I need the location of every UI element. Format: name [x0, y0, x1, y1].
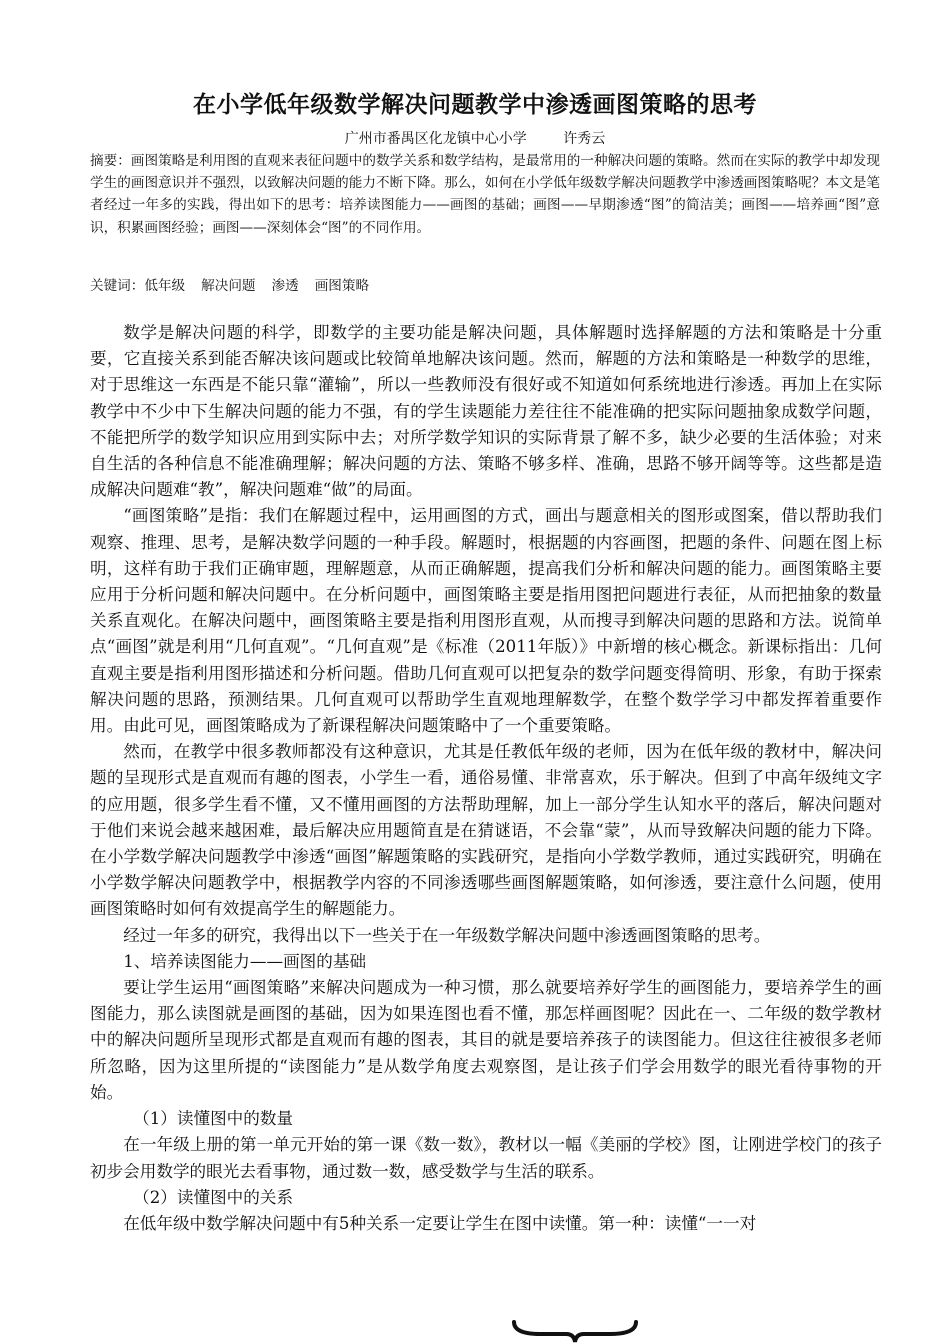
decorative-brace-icon	[510, 1318, 640, 1344]
subsection-heading: （2）读懂图中的关系	[133, 1187, 294, 1207]
subsection-heading: （1）读懂图中的数量	[133, 1109, 294, 1129]
paragraph: 经过一年多的研究，我得出以下一些关于在一年级数学解决问题中渗透画图策略的思考。	[123, 925, 771, 945]
paragraph: 数学是解决问题的科学，即数学的主要功能是解决问题，具体解题时选择解题的方法和策略是十分重要，它直接关系到能否解决该问题或比较简单地解决该问题。然而，解题的方法和策略是一种数学的思维，对于思维这一东西是不能只靠“灌输”，所以一些教师没有很好或不知道如何系统地进行渗透。再加上在实际教学中不少中下生解决问题的能力不强，有的学生读题能力差往往不能准确的把实际问题抽象成数学问题，不能把所学的数学知识应用到实际中去；对所学数学知识的实际背景了解不多，缺少必要的生活体验；对来自生活的各种信息不能准确理解；解决问题的方法、策略不够多样、准确，思路不够开阔等等。这些都是造成解决问题难“教”，解决问题难“做”的局面。	[90, 323, 882, 500]
author-school: 广州市番禺区化龙镇中心小学	[344, 131, 527, 147]
paragraph: 然而，在教学中很多教师都没有这种意识，尤其是任教低年级的老师，因为在低年级的教材中，解决问题的呈现形式是直观而有趣的图表，小学生一看，通俗易懂、非常喜欢，乐于解决。但到了中高年级纯文字的应用题，很多学生看不懂，又不懂用画图的方法帮助理解，加上一部分学生认知水平的落后，解决问题对于他们来说会越来越困难，最后解决应用题简直是在猜谜语，不会靠“蒙”，从而导致解决问题的能力下降。在小学数学解决问题教学中渗透“画图”解题策略的实践研究，是指向小学数学教师，通过实践研究，明确在小学数学解决问题教学中，根据教学内容的不同渗透哪些画图解题策略，如何渗透，要注意什么问题，使用画图策略时如何有效提高学生的解题能力。	[90, 742, 882, 919]
paragraph: 在低年级中数学解决问题中有5种关系一定要让学生在图中读懂。第一种：读懂“一一对	[123, 1213, 757, 1233]
paragraph: “画图策略”是指：我们在解题过程中，运用画图的方式，画出与题意相关的图形或图案，借以帮助我们观察、推理、思考，是解决数学问题的一种手段。解题时，根据题的内容画图，把题的条件、问题在图上标明，这样有助于我们正确审题，理解题意，从而正确解题，提高我们分析和解决问题的能力。画图策略主要应用于分析问题和解决问题中。在分析问题中，画图策略主要是指用图把问题进行表征，从而把抽象的数量关系直观化。在解决问题中，画图策略主要是指利用图形直观，从而搜寻到解决问题的思路和方法。说简单点“画图”就是利用“几何直观”。“几何直观”是《标准（2011年版）》中新增的核心概念。新课标指出：几何直观主要是指利用图形描述和分析问题。借助几何直观可以把复杂的数学问题变得简明、形象，有助于探索解决问题的思路，预测结果。几何直观可以帮助学生直观地理解数学，在整个数学学习中都发挥着重要作用。由此可见，画图策略成为了新课程解决问题策略中了一个重要策略。	[90, 506, 882, 736]
keyword: 低年级	[144, 278, 186, 294]
author-line	[0, 128, 950, 148]
author-name: 许秀云	[563, 131, 606, 147]
abstract: 摘要：画图策略是利用图的直观来表征问题中的数学关系和数学结构，是最常用的一种解决问题的策略。然而在实际的教学中却发现学生的画图意识并不强烈，以致解决问题的能力不断下降。那么，如何在小学低年级数学解决问题教学中渗透画图策略呢？本文是笔者经过一年多的实践，得出如下的思考：培养读图能力——画图的基础；画图——早期渗透“图”的简洁美；画图——培养画“图”意识，积累画图经验；画图——深刻体会“图”的不同作用。	[90, 153, 880, 236]
paragraph: 在一年级上册的第一单元开始的第一课《数一数》，教材以一幅《美丽的学校》图，让刚进学校门的孩子初步会用数学的眼光去看事物，通过数一数，感受数学与生活的联系。	[90, 1135, 882, 1181]
article-body	[90, 320, 882, 1237]
section-heading: 1、培养读图能力——画图的基础	[123, 951, 367, 971]
keywords	[90, 276, 880, 296]
keyword: 解决问题	[201, 278, 256, 294]
keyword: 渗透	[271, 278, 299, 294]
paragraph: 要让学生运用“画图策略”来解决问题成为一种习惯，那么就要培养好学生的画图能力，要培养学生的画图能力，那么读图就是画图的基础，因为如果连图也看不懂，那怎样画图呢？因此在一、二年级的数学教材中的解决问题所呈现形式都是直观而有趣的图表，其目的就是要培养孩子的读图能力。但这往往被很多老师所忽略，因为这里所提的“读图能力”是从数学角度去观察图，是让孩子们学会用数学的眼光看待事物的开始。	[90, 978, 882, 1102]
page-title: 在小学低年级数学解决问题教学中渗透画图策略的思考	[193, 91, 757, 118]
keywords-label: 关键词：	[90, 278, 145, 294]
keyword: 画图策略	[314, 278, 370, 294]
